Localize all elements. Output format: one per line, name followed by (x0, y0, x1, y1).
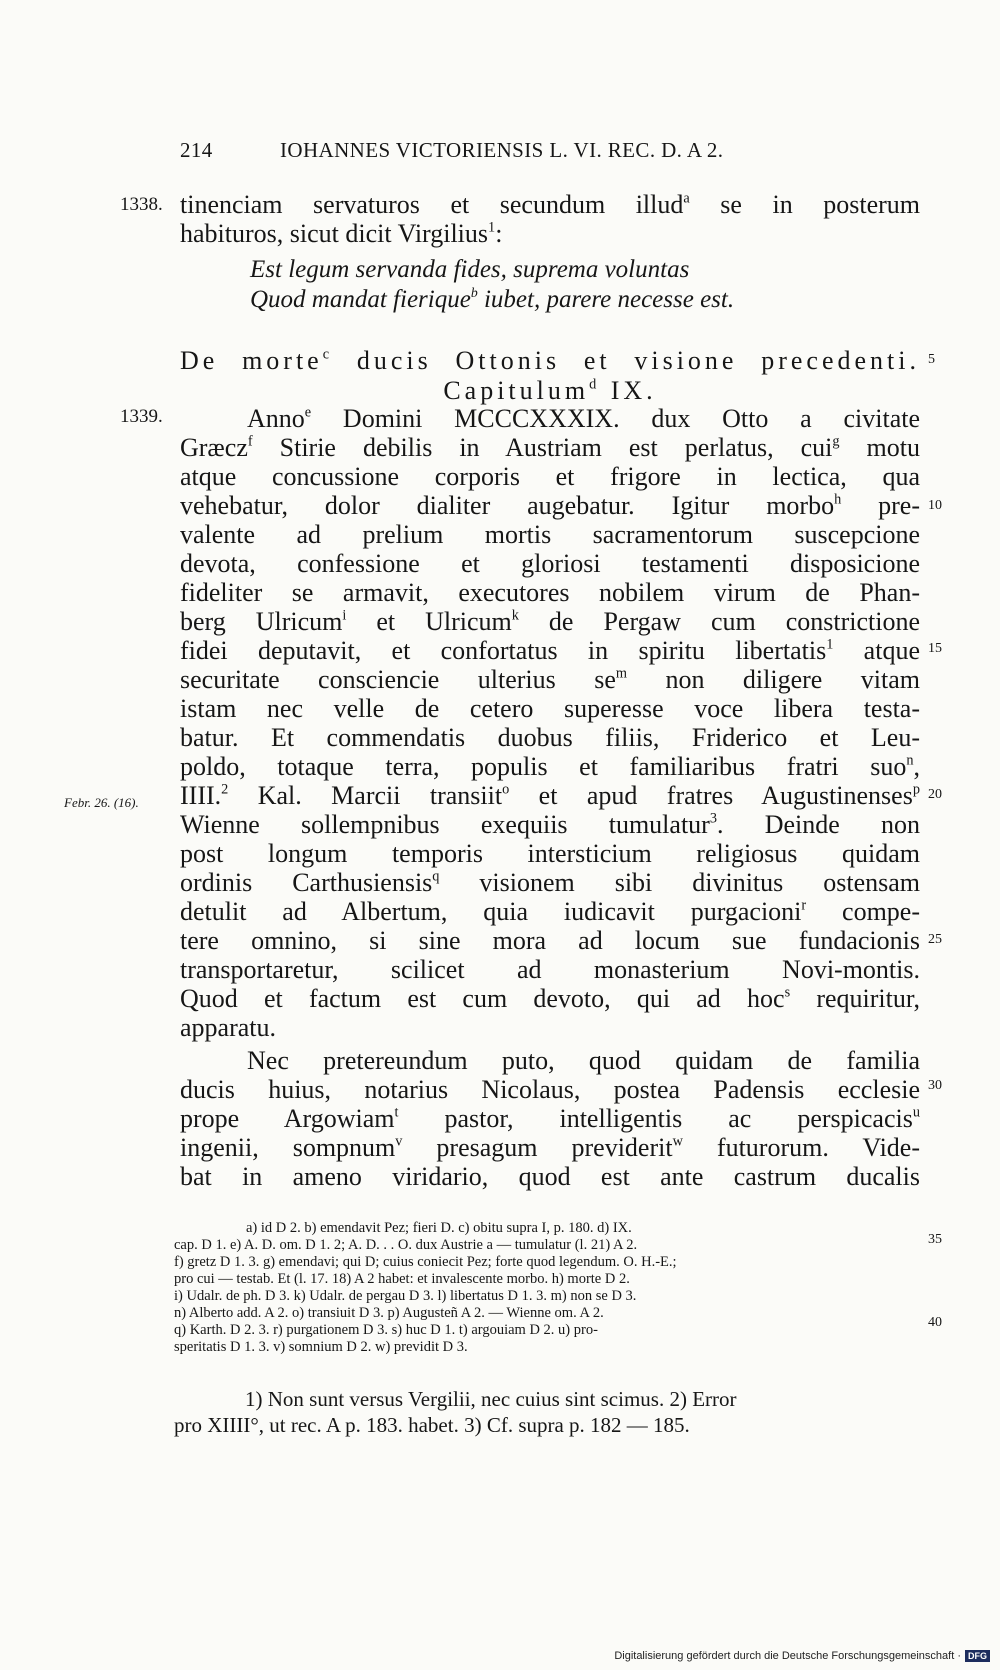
digitization-credit (614, 1650, 990, 1662)
text-line: Anno$^e$ Domini MCCCXXXIX. dux Otto a civitate (247, 404, 920, 433)
footnote-line: a) id D 2. b) emendavit Pez; fieri D. c) obitu supra I, p. 180. d) IX. (246, 1220, 632, 1236)
footnote-line: i) Udalr. de ph. D 3. k) Udalr. de pergau D 3. l) libertatus D 1. 3. m) non se D 3. (174, 1288, 637, 1304)
running-title: IOHANNES VICTORIENSIS L. VI. REC. D. A 2. (280, 138, 724, 162)
verse-line: Quod mandat fierique$^b$ iubet, parere necesse est. (250, 285, 735, 313)
footnote-line: pro cui — testab. Et (l. 17. 18) A 2 habet: et invalescente morbo. h) morte D 2. (174, 1271, 630, 1287)
text-line: Quod et factum est cum devoto, qui ad hoc$^s$ requiritur, (180, 984, 920, 1013)
text-line: atque concussione corporis et frigore in lectica, qua (180, 462, 920, 491)
text-line: vehebatur, dolor dialiter augebatur. Igitur morbo$^h$ pre- (180, 491, 920, 520)
page-number: 214 (180, 138, 213, 162)
footnote-line: q) Karth. D 2. 3. r) purgationem D 3. s) huc D 1. t) argouiam D 2. u) pro- (174, 1322, 598, 1338)
text-line: prope Argowiam$^t$ pastor, intelligentis ac perspicacis$^u$ (180, 1104, 920, 1133)
text-line: detulit ad Albertum, quia iudicavit purgacioni$^r$ compe- (180, 897, 921, 926)
dfg-logo: DFG (965, 1650, 990, 1662)
footnote-line: speritatis D 1. 3. v) somnium D 2. w) previdit D 3. (174, 1339, 468, 1355)
line-number: 30 (928, 1078, 942, 1093)
text-line: post longum temporis intersticium religiosus quidam (180, 839, 920, 868)
text-line: devota, confessione et gloriosi testamenti disposicione (180, 549, 920, 578)
note-line: 1) Non sunt versus Vergilii, nec cuius sint scimus. 2) Error (245, 1387, 737, 1411)
text-line: berg Ulricum$^i$ et Ulricum$^k$ de Pergaw cum constrictione (180, 607, 920, 636)
text-line: fideliter se armavit, executores nobilem virum de Phan- (180, 578, 920, 607)
text-line: IIII.$^2$ Kal. Marcii transiit$^o$ et apud fratres Augustinenses$^p$ (180, 781, 920, 810)
text-line: ducis huius, notarius Nicolaus, postea Padensis ecclesie (180, 1075, 920, 1104)
text-line: habituros, sicut dicit Virgilius$^1$: (180, 219, 503, 248)
text-line: ordinis Carthusiensis$^q$ visionem sibi divinitus ostensam (180, 868, 920, 897)
text-line: Græcz$^f$ Stirie debilis in Austriam est perlatus, cui$^g$ motu (180, 433, 920, 462)
margin-year-1338: 1338. (120, 194, 163, 215)
line-number: 35 (928, 1232, 942, 1247)
line-number: 20 (928, 787, 942, 802)
text-line: tere omnino, si sine mora ad locum sue fundacionis (180, 926, 920, 955)
text-line: poldo, totaque terra, populis et familiaribus fratri suo$^n$, (180, 752, 920, 781)
text-line: apparatu. (180, 1013, 277, 1042)
footnote-line: f) gretz D 1. 3. g) emendavi; qui D; cuius coniecit Pez; forte quod legendum. O. H.-E.; (174, 1254, 677, 1270)
text-line: securitate consciencie ulterius $se^m$ non diligere vitam (180, 665, 920, 694)
note-line: pro XIIII°, ut rec. A p. 183. habet. 3) Cf. supra p. 182 — 185. (174, 1413, 690, 1437)
line-number: 40 (928, 1315, 942, 1330)
verse-line: Est legum servanda fides, suprema voluntas (250, 256, 690, 283)
text-line: transportaretur, scilicet ad monasterium Novi-montis. (180, 955, 920, 984)
footnote-line: cap. D 1. e) A. D. om. D 1. 2; A. D. . . O. dux Austrie a — tumulatur (l. 21) A 2. (174, 1237, 638, 1253)
line-number: 25 (928, 932, 942, 947)
text-line: Nec pretereundum puto, quod quidam de familia (247, 1046, 920, 1075)
margin-date-note: Febr. 26. (16). (64, 795, 139, 810)
text-line: valente ad prelium mortis sacramentorum suscepcione (180, 520, 920, 549)
line-number: 5 (928, 352, 935, 367)
line-number: 15 (928, 641, 942, 656)
text-line: tinenciam servaturos et secundum illud$^a$ se in posterum (180, 190, 920, 219)
credit-text: Digitalisierung gefördert durch die Deutsche Forschungsgemeinschaft · (614, 1650, 961, 1662)
line-number: 10 (928, 498, 942, 513)
footnote-line: n) Alberto add. A 2. o) transiuit D 3. p) Augusteñ A 2. — Wienne om. A 2. (174, 1305, 604, 1321)
margin-year-1339: 1339. (120, 406, 163, 427)
text-line: fidei deputavit, et confortatus in spiritu libertatis$^1$ atque (180, 636, 920, 665)
text-line: ingenii, sompnum$^v$ presagum previderit$^w$ futurorum. Vide- (180, 1133, 921, 1162)
text-line: Wienne sollempnibus exequiis tumulatur$^3$. Deinde non (180, 810, 920, 839)
chapter-heading: Capitulum$^d$ IX. (443, 376, 657, 405)
text-line: bat in ameno viridario, quod est ante castrum ducalis (180, 1162, 920, 1191)
chapter-heading: De morte$^c$ ducis Ottonis et visione precedenti. (180, 346, 920, 375)
text-line: istam nec velle de cetero superesse voce libera testa- (180, 694, 920, 723)
text-line: batur. Et commendatis duobus filiis, Friderico et Leu- (180, 723, 920, 752)
